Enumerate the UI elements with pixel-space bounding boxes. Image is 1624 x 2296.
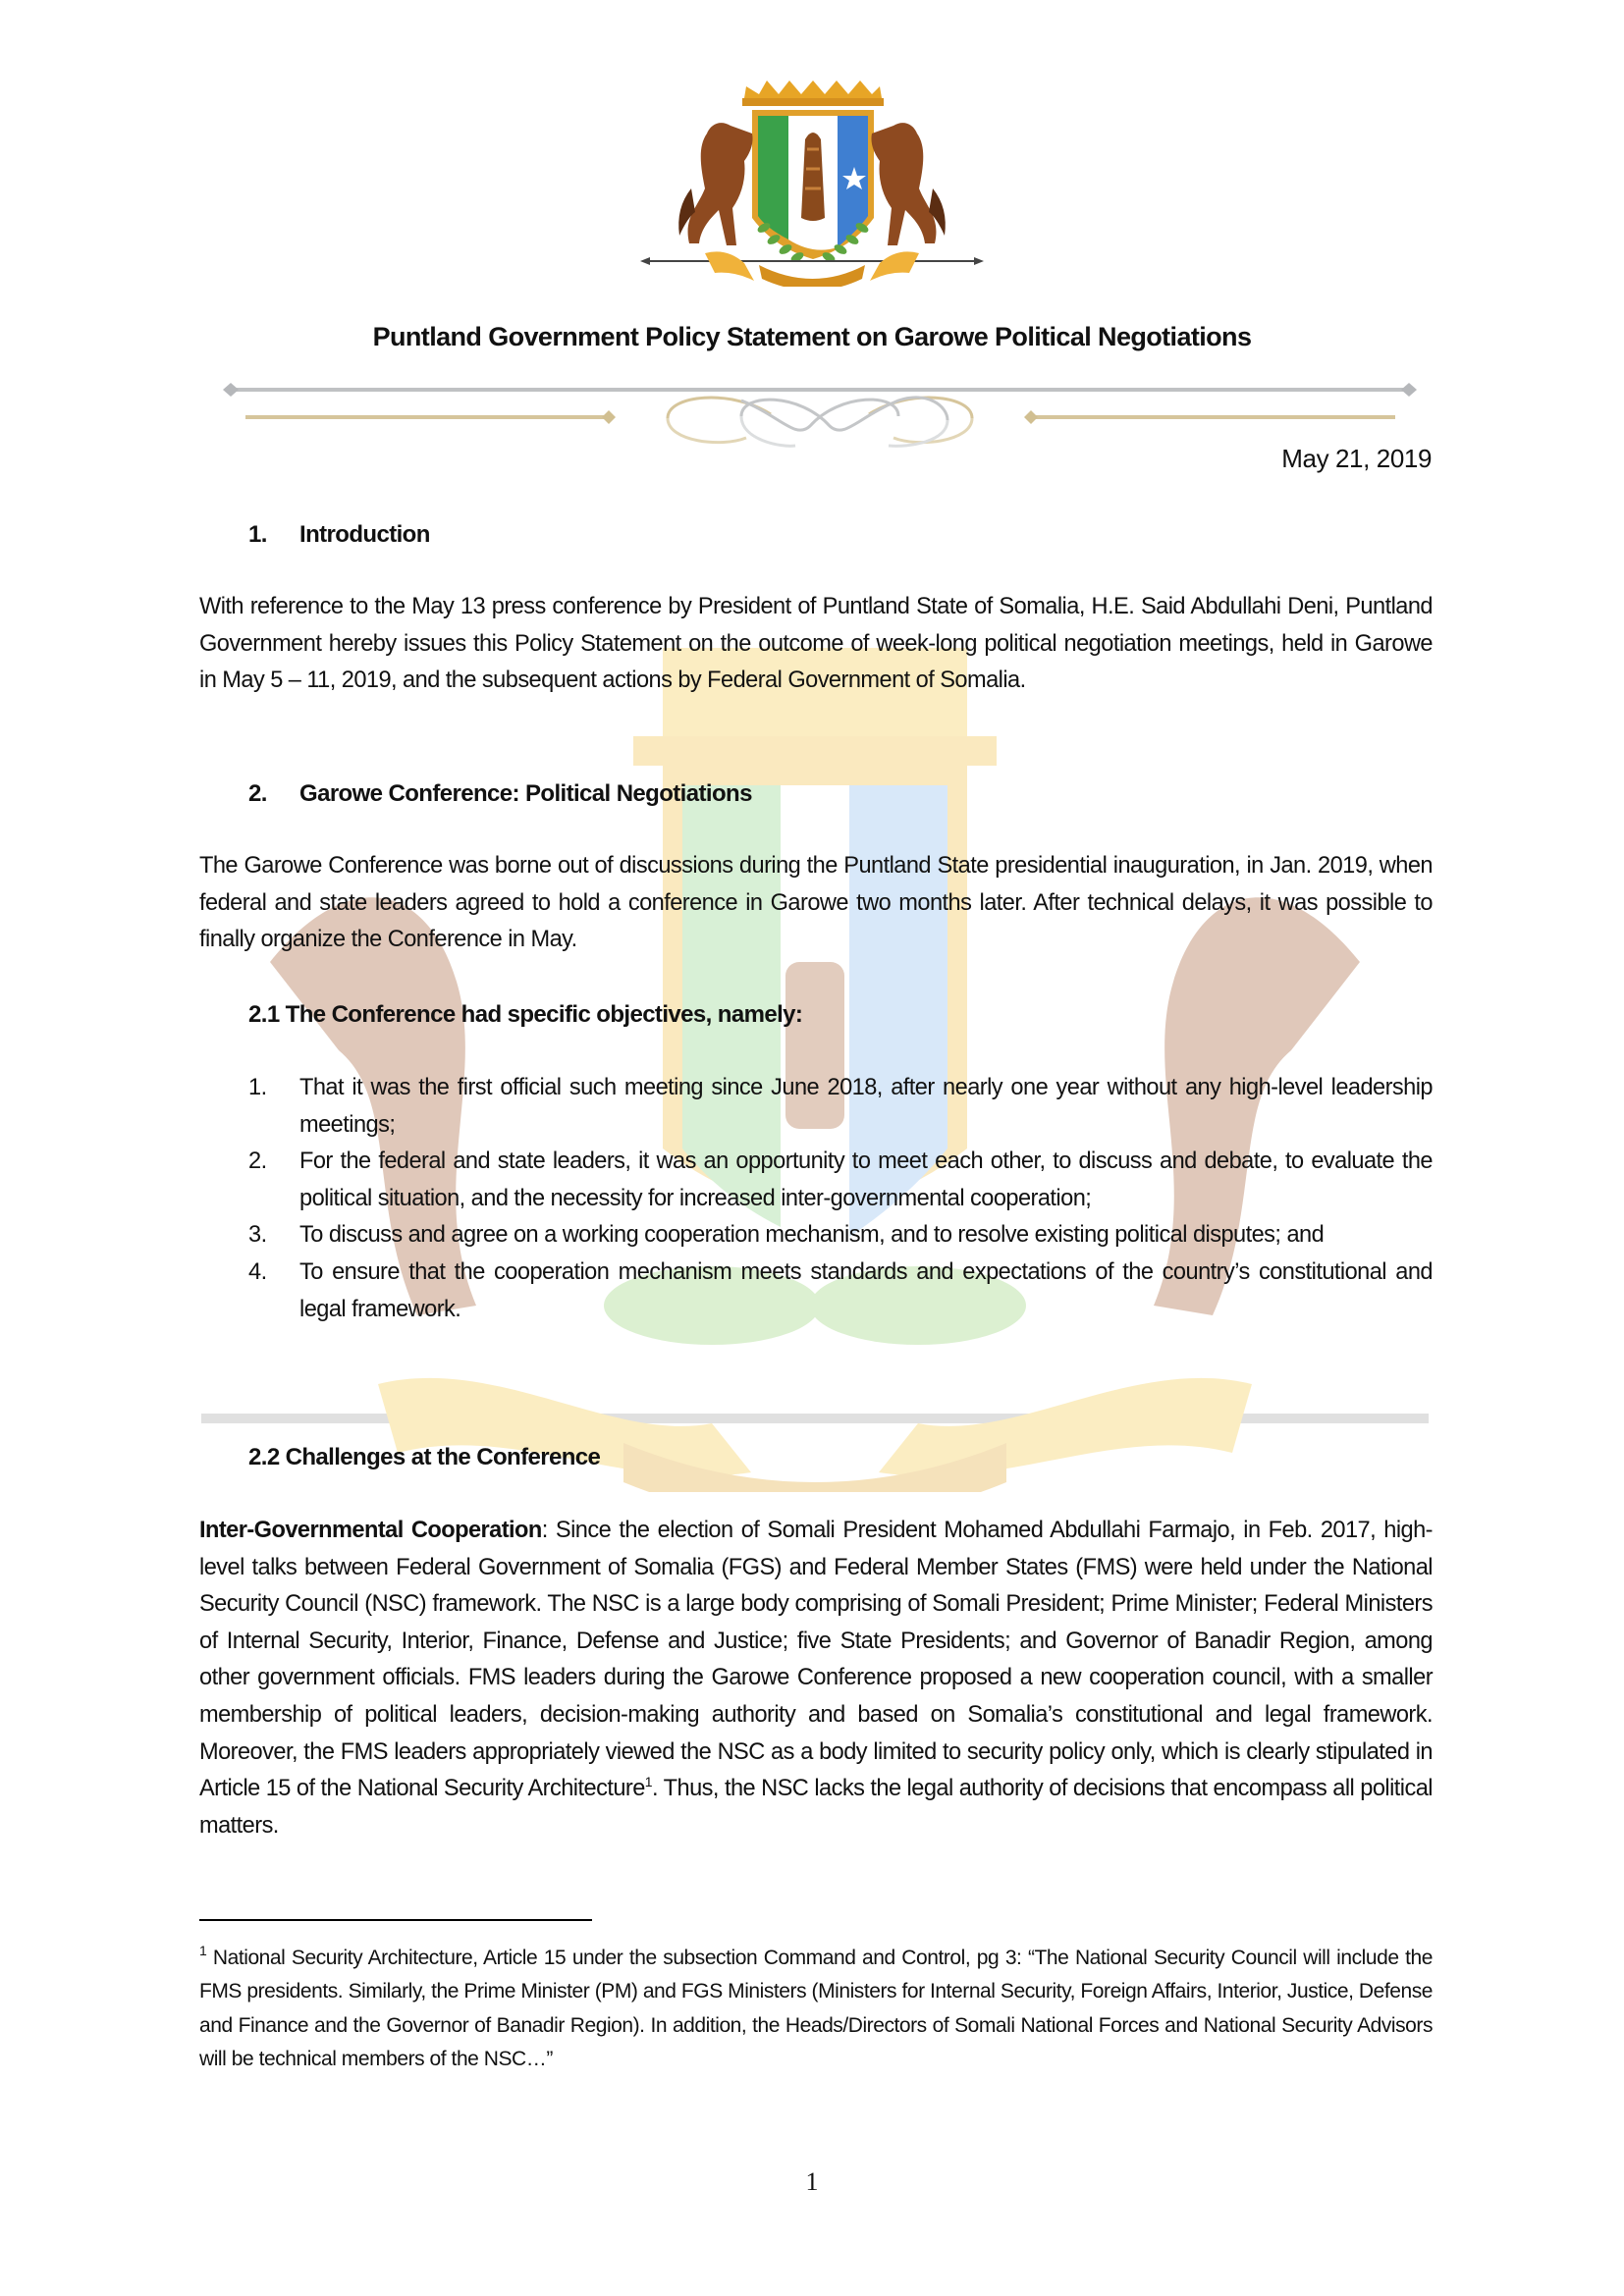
document-date: May 21, 2019	[1281, 444, 1432, 473]
introduction-paragraph: With reference to the May 13 press conference by President of Puntland State of Somalia, H.E. Said Abdullahi Deni, Puntland Government hereby issues this Policy Statement on the outcome of week-long political negotiation meetings, held in Garowe in May 5 – 11, 2019, and the subsequent actions by Federal Government of Somalia.	[199, 594, 1433, 694]
garowe-conference-paragraph: The Garowe Conference was borne out of discussions during the Puntland State presidential inauguration, in Jan. 2019, when federal and state leaders agreed to hold a conference in Garowe two months later. After technical delays, it was possible to finally organize the Conference in May.	[199, 853, 1433, 953]
section-heading-garowe-conference: 2. Garowe Conference: Political Negotiations	[248, 780, 752, 807]
document-title: Puntland Government Policy Statement on Garowe Political Negotiations	[372, 322, 1252, 351]
list-item: 4. To ensure that the cooperation mechanism meets standards and expectations of the country’s constitutional and legal framework.	[248, 1258, 1433, 1322]
footnote-separator	[199, 1919, 592, 1921]
subsection-heading-objectives: 2.1 The Conference had specific objectives, namely:	[248, 1001, 803, 1028]
footnote: $^1$ National Security Architecture, Article 15 under the subsection Command and Control, pg 3: “The National Security Council will include the FMS presidents. Similarly, the Prime Minister (PM) and FGS Ministers (Ministers for Internal Security, Foreign Affairs, Interior, Justice, Defense and Finance and the Governor of Banadir Region). In addition, the Heads/Directors of Somali National Forces and National Security Advisors will be technical members of the NSC…”	[199, 1943, 1433, 2070]
footnote-marker: 1	[199, 1943, 207, 1958]
objectives-list	[248, 1070, 1433, 1328]
list-item: 1. That it was the first official such meeting since June 2018, after nearly one year without any high-level leadership meetings;	[248, 1075, 1433, 1138]
inter-governmental-cooperation-lead: Inter-Governmental Cooperation	[199, 1518, 542, 1543]
page-number: 1	[805, 2167, 819, 2196]
section-heading-introduction: 1. Introduction	[248, 521, 430, 548]
footnote-reference[interactable]: 1	[644, 1774, 653, 1790]
list-item: 2. For the federal and state leaders, it was an opportunity to meet each other, to discuss and debate, to evaluate the political situation, and the necessity for increased inter-governmental cooperation;	[248, 1148, 1433, 1211]
subsection-heading-challenges: 2.2 Challenges at the Conference	[248, 1444, 601, 1470]
ornamental-divider	[221, 377, 1419, 455]
emblem-watermark	[201, 638, 1429, 1492]
puntland-coat-of-arms-emblem	[636, 71, 988, 287]
challenges-paragraph: Inter-Governmental Cooperation: Since the election of Somali President Mohamed Abdullahi Farmajo, in Feb. 2017, high-level talks between Federal Government of Somalia (FGS) and Federal Member States (FMS) were held under the National Security Council (NSC) framework. The NSC is a large body comprising of Somali President; Prime Minister; Federal Ministers of Internal Security, Interior, Finance, Defense and Justice; five State Presidents; and Governor of Banadir Region, among other government officials. FMS leaders during the Garowe Conference proposed a new cooperation council, with a smaller membership of political leaders, decision-making authority and based on Somalia’s constitutional and legal framework. Moreover, the FMS leaders appropriately viewed the NSC as a body limited to security policy only, which is clearly stipulated in Article 15 of the National Security Architecture$^1$. Thus, the NSC lacks the legal authority of decisions that encompass all political matters.	[199, 1518, 1434, 1839]
list-item: 3. To discuss and agree on a working cooperation mechanism, and to resolve existing political disputes; and	[248, 1222, 1325, 1249]
